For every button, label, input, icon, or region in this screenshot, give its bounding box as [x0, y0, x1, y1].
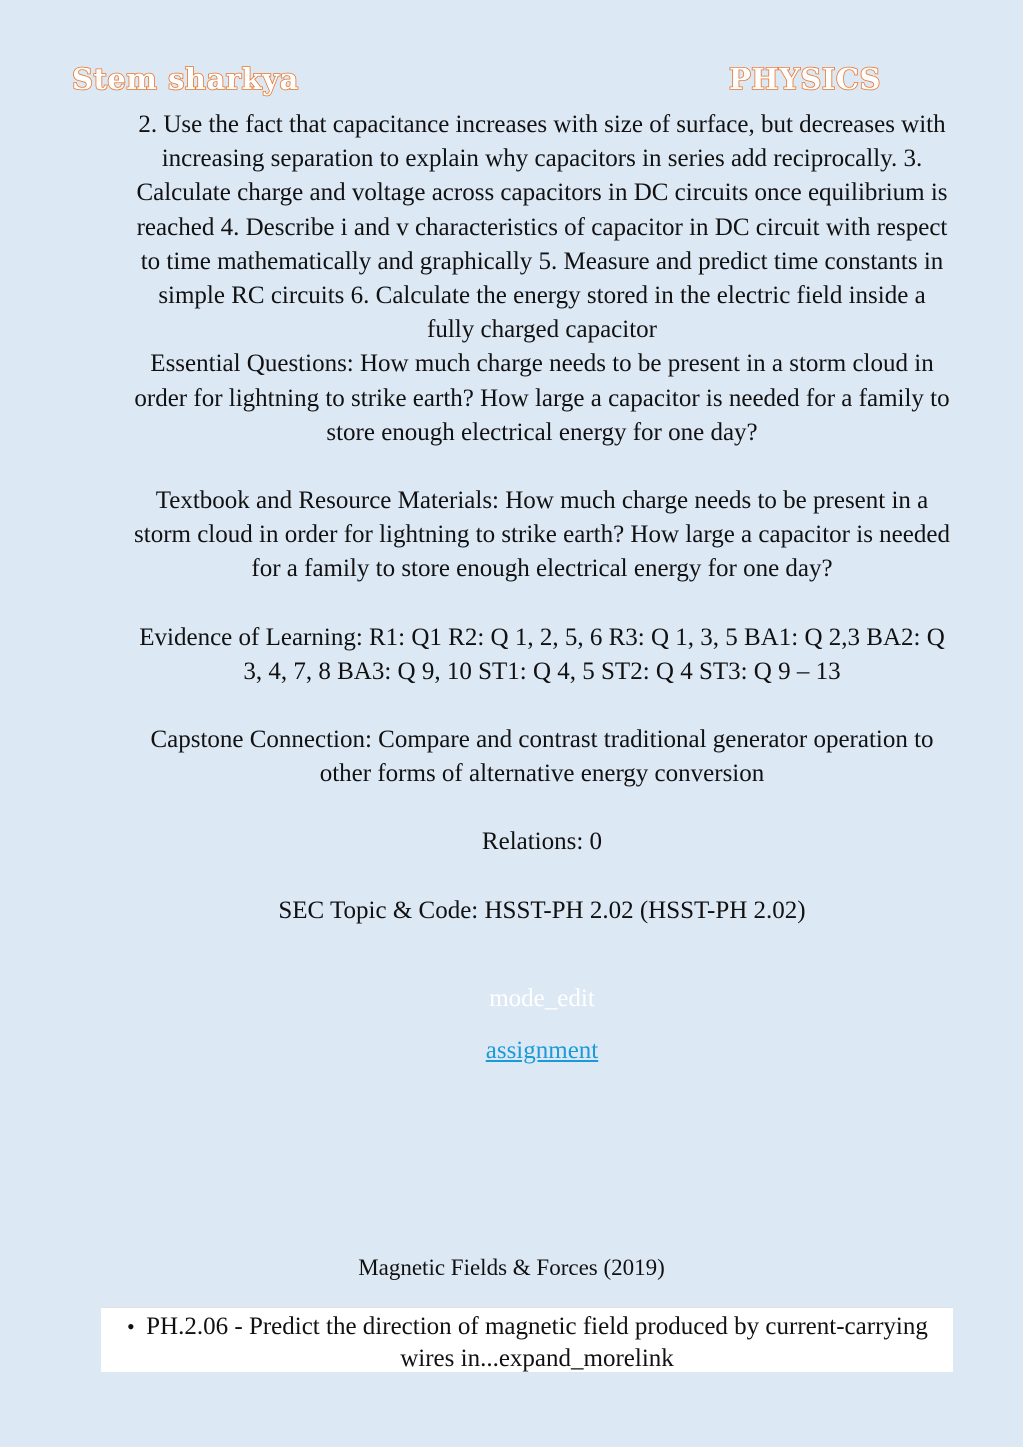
- spacer: [132, 587, 952, 621]
- spacer: [132, 928, 952, 962]
- edit-icon[interactable]: mode_edit: [489, 984, 595, 1012]
- spacer: [132, 689, 952, 723]
- brand-logo-text: Stem sharkya: [72, 62, 299, 96]
- capstone-connection: Capstone Connection: Compare and contrast traditional generator operation to other forms of alternative energy conversion: [150, 726, 934, 788]
- assignment-link[interactable]: assignment: [485, 1037, 599, 1065]
- evidence-of-learning: Evidence of Learning: R1: Q1 R2: Q 1, 2, 5, 6 R3: Q 1, 3, 5 BA1: Q 2,3 BA2: Q 3, 4, 7, 8 BA3: Q 9, 10 ST1: Q 4, 5 ST2: Q 4 ST3: Q 9 – 13: [139, 623, 945, 685]
- spacer: [132, 860, 952, 894]
- standard-details: [132, 108, 952, 1068]
- section-title: Magnetic Fields & Forces (2019): [358, 1255, 665, 1280]
- objectives-text: 2. Use the fact that capacitance increases with size of surface, but decreases with increasing separation to explain why capacitors in series add reciprocally. 3. Calculate charge and voltage across capacitors in DC circuits once equilibrium is reached 4. Describe i and v characteristics of capacitor in DC circuit with respect to time mathematically and graphically 5. Measure and predict time constants in simple RC circuits 6. Calculate the energy stored in the electric field inside a fully charged capacitor: [136, 111, 948, 344]
- bullet-icon: •: [127, 1314, 135, 1339]
- list-item[interactable]: [101, 1308, 953, 1375]
- list-item-text: PH.2.06 - Predict the direction of magnetic field produced by current-carrying wires in...expand_morelink: [146, 1313, 928, 1372]
- subject-title: PHYSICS: [729, 62, 881, 96]
- sec-topic-code: SEC Topic & Code: HSST-PH 2.02 (HSST-PH 2.02): [278, 896, 806, 924]
- page-header: [0, 62, 1023, 102]
- textbook-resources: Textbook and Resource Materials: How much charge needs to be present in a storm cloud in order for lightning to strike earth? How large a capacitor is needed for a family to store enough electrical energy for one day?: [134, 487, 950, 583]
- spacer: [132, 791, 952, 825]
- essential-questions: Essential Questions: How much charge needs to be present in a storm cloud in order for lightning to strike earth? How large a capacitor is needed for a family to store enough electrical energy for one day?: [134, 350, 950, 446]
- standards-list: [101, 1307, 953, 1372]
- relations-text: Relations: 0: [481, 828, 603, 856]
- spacer: [132, 450, 952, 484]
